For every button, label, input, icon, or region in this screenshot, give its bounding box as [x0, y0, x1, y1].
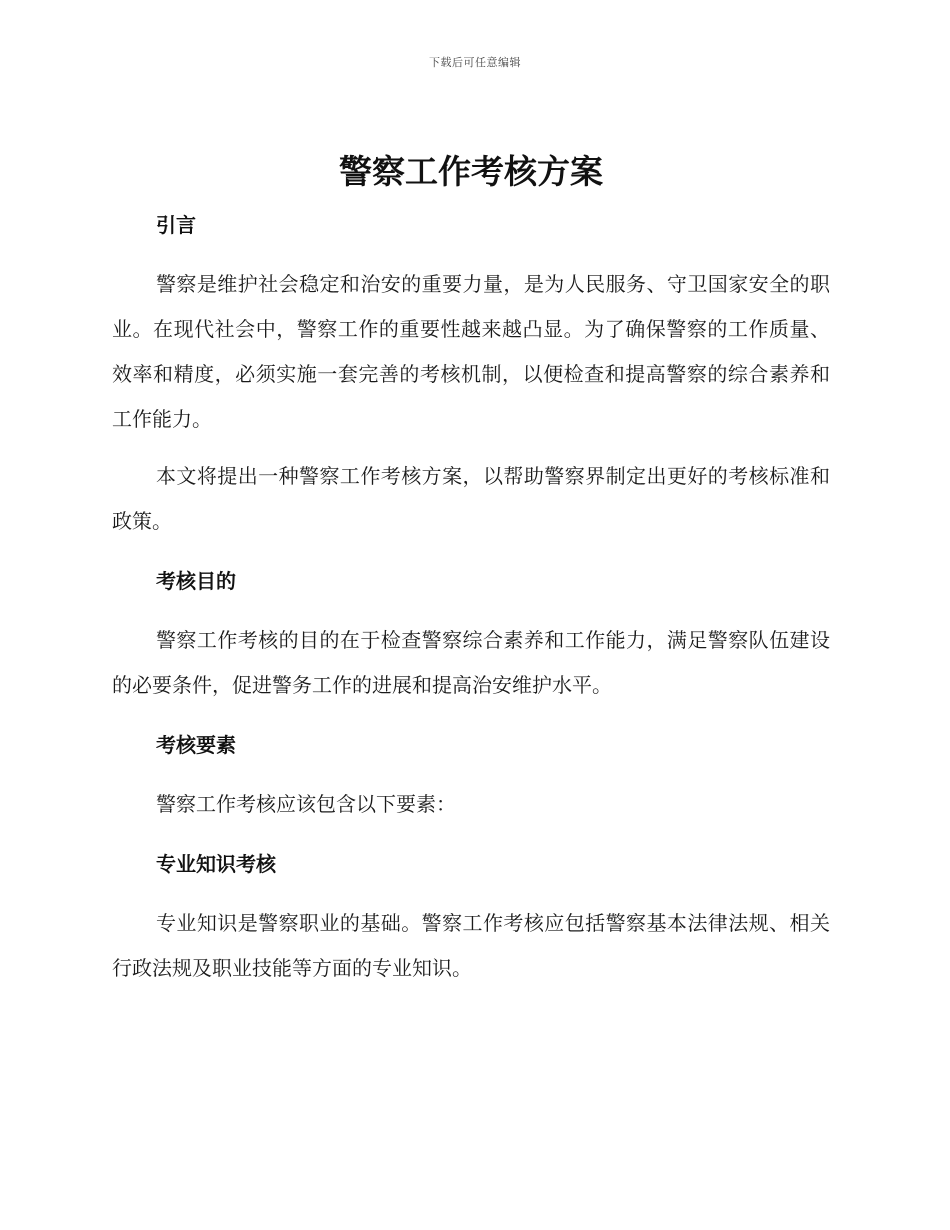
header-note: 下载后可任意编辑 — [429, 56, 521, 69]
section-heading-intro: 引言 — [156, 213, 196, 237]
section-heading-elements: 考核要素 — [156, 733, 236, 757]
intro-paragraph-1: 警察是维护社会稳定和治安的重要力量，是为人民服务、守卫国家安全的职业。在现代社会中，警察工作的重要性越来越凸显。为了确保警察的工作质量、效率和精度，必须实施一套完善的考核机制，以便检查和提高警察的综合素养和工作能力。 — [112, 272, 830, 431]
section-elements — [112, 730, 830, 827]
document-body — [112, 146, 830, 991]
elements-paragraph-1: 警察工作考核应该包含以下要素： — [156, 792, 456, 816]
section-intro — [112, 210, 830, 544]
document-title: 警察工作考核方案 — [339, 152, 603, 191]
section-heading-knowledge: 专业知识考核 — [156, 852, 276, 876]
intro-paragraph-2: 本文将提出一种警察工作考核方案，以帮助警察界制定出更好的考核标准和政策。 — [112, 464, 830, 533]
section-knowledge — [112, 849, 830, 991]
purpose-paragraph-1: 警察工作考核的目的在于检查警察综合素养和工作能力，满足警察队伍建设的必要条件，促进警务工作的进展和提高治安维护水平。 — [112, 628, 830, 697]
knowledge-paragraph-1: 专业知识是警察职业的基础。警察工作考核应包括警察基本法律法规、相关行政法规及职业技能等方面的专业知识。 — [112, 911, 830, 980]
section-heading-purpose: 考核目的 — [156, 569, 236, 593]
section-purpose — [112, 566, 830, 708]
